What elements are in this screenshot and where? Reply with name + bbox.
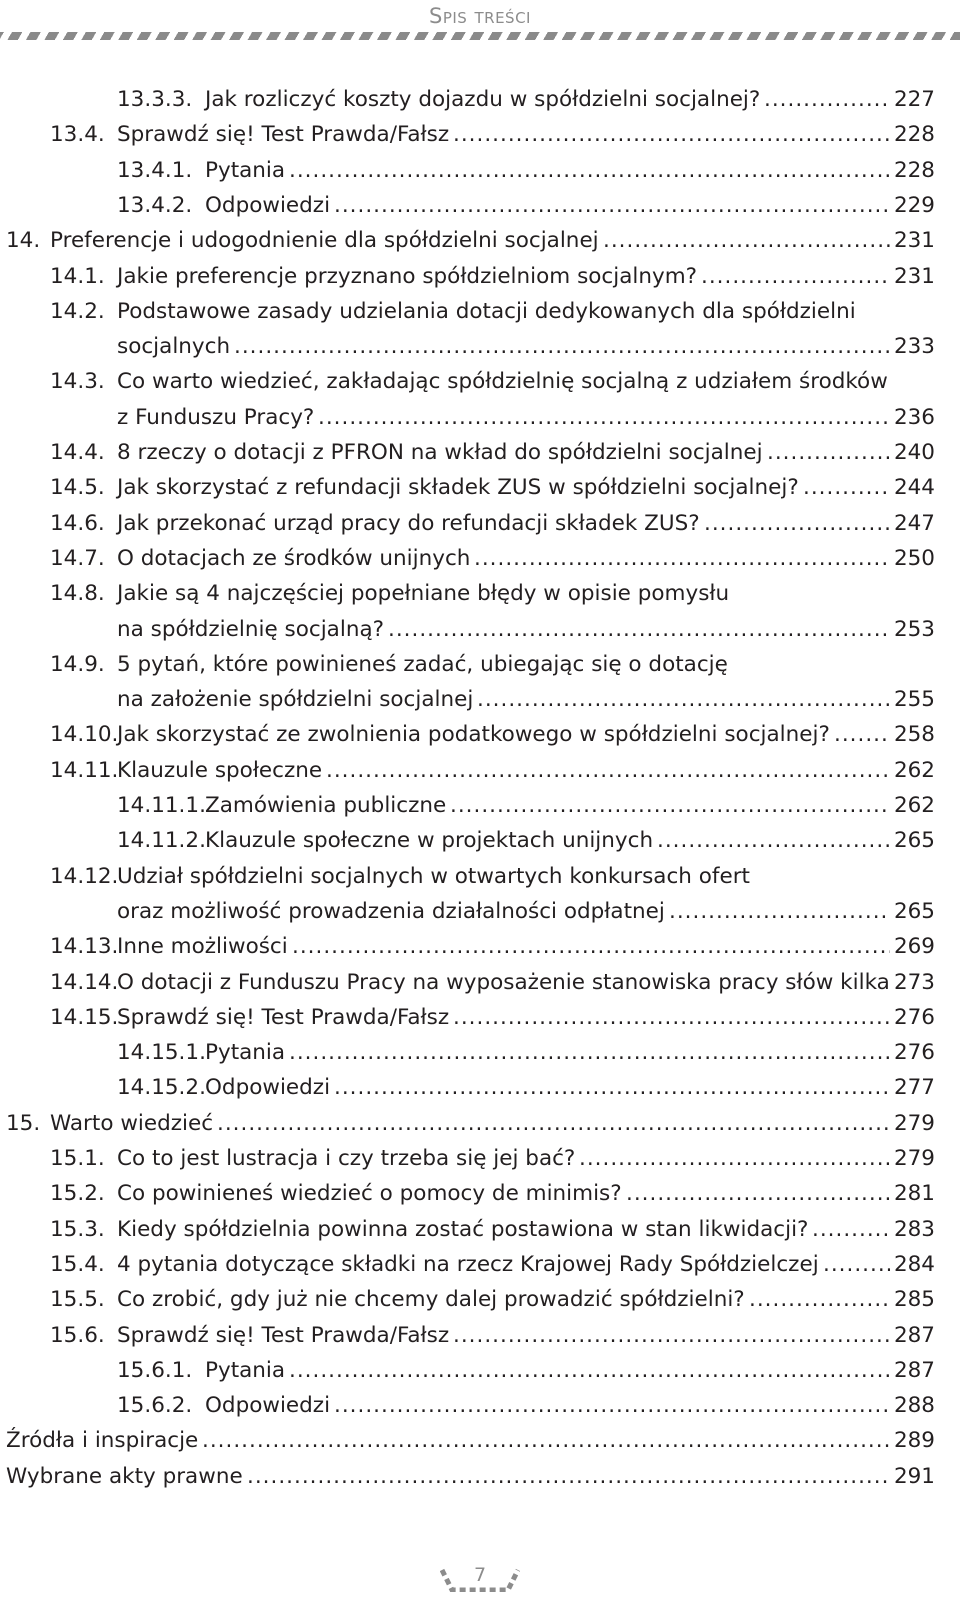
toc-entry-page: 262 — [893, 757, 935, 783]
toc-dot-leader — [579, 1142, 890, 1176]
toc-dot-leader — [453, 118, 890, 152]
toc-entry[interactable] — [0, 83, 935, 117]
toc-entry-number: 13.4.1. — [117, 157, 193, 183]
toc-entry-title: Warto wiedzieć — [50, 1110, 214, 1136]
toc-dot-leader — [217, 1107, 890, 1141]
toc-entry[interactable] — [0, 860, 935, 894]
toc-entry[interactable] — [0, 295, 935, 329]
toc-entry[interactable] — [0, 1213, 935, 1247]
toc-entry-page: 253 — [893, 616, 935, 642]
toc-entry-title-continuation: z Funduszu Pracy? — [117, 404, 315, 430]
toc-entry-number: 15.5. — [50, 1287, 105, 1313]
toc-dot-leader — [289, 154, 890, 188]
toc-entry-title: Klauzule społeczne — [117, 757, 323, 783]
toc-entry-title: Odpowiedzi — [205, 192, 331, 218]
toc-entry-number: 15.1. — [50, 1146, 105, 1171]
toc-entry-title: Jak skorzystać z refundacji składek ZUS w spółdzielni socjalnej? — [117, 475, 799, 501]
toc-entry-page: 279 — [893, 1110, 935, 1136]
toc-entry-title: Co warto wiedzieć, zakładając spółdzielnię socjalną z udziałem środków — [117, 369, 888, 395]
toc-entry-number: 14.6. — [50, 510, 105, 536]
toc-dot-leader — [603, 224, 890, 258]
toc-entry[interactable] — [0, 1283, 935, 1317]
toc-entry-number: 14.11.2. — [117, 828, 206, 854]
toc-entry-page: 281 — [893, 1181, 935, 1207]
toc-entry-page: 277 — [893, 1075, 935, 1101]
toc-entry[interactable] — [0, 1071, 935, 1105]
toc-entry-number: 15.2. — [50, 1181, 105, 1207]
toc-dot-leader — [450, 789, 890, 823]
toc-entry-page: 228 — [893, 122, 935, 148]
toc-entry-number: 14.4. — [50, 440, 105, 465]
toc-entry-number: 14.15.1. — [117, 1040, 206, 1066]
toc-entry-number: 14.15.2. — [117, 1075, 206, 1101]
toc-entry[interactable] — [0, 365, 935, 399]
toc-entry-continuation[interactable] — [0, 683, 935, 717]
toc-dot-leader — [289, 1036, 890, 1070]
toc-entry[interactable] — [0, 1001, 935, 1035]
toc-entry-title: Podstawowe zasady udzielania dotacji dedykowanych dla spółdzielni — [117, 298, 856, 324]
toc-entry-title: Co powinieneś wiedzieć o pomocy de minimis? — [117, 1181, 622, 1207]
toc-entry[interactable] — [0, 577, 935, 611]
toc-entry-page: 279 — [893, 1146, 935, 1171]
toc-entry-number: 14.15. — [50, 1004, 119, 1030]
toc-entry[interactable] — [0, 966, 935, 1000]
toc-dot-leader — [749, 1283, 890, 1317]
toc-entry-continuation[interactable] — [0, 401, 935, 435]
toc-entry-number: 13.4.2. — [117, 192, 193, 218]
toc-entry-title: Jak przekonać urząd pracy do refundacji składek ZUS? — [117, 510, 700, 536]
toc-entry-title: O dotacjach ze środków unijnych — [117, 545, 471, 571]
header-dashed-rule — [0, 32, 960, 40]
toc-entry-number: 14. — [6, 228, 41, 254]
toc-entry[interactable] — [0, 1107, 935, 1141]
toc-entry[interactable] — [0, 1354, 935, 1388]
toc-entry-page: 265 — [893, 898, 935, 924]
toc-entry-number: 14.7. — [50, 545, 105, 571]
toc-entry-title: Pytania — [205, 1040, 286, 1066]
toc-entry-page: 276 — [893, 1004, 935, 1030]
toc-entry-continuation[interactable] — [0, 895, 935, 929]
toc-entry-number: 14.10. — [50, 722, 119, 748]
toc-entry[interactable] — [0, 648, 935, 682]
toc-entry-number: 14.9. — [50, 651, 105, 677]
toc-dot-leader — [803, 471, 890, 505]
toc-entry-page: 287 — [893, 1322, 935, 1348]
toc-dot-leader — [474, 542, 890, 576]
toc-entry-page: 284 — [893, 1251, 935, 1277]
toc-dot-leader — [704, 507, 890, 541]
toc-entry[interactable] — [0, 542, 935, 576]
toc-entry-title-continuation: na spółdzielnię socjalną? — [117, 616, 385, 642]
toc-entry-title: Zamówienia publiczne — [205, 793, 447, 818]
toc-dot-leader — [289, 1354, 890, 1388]
toc-dot-leader — [669, 895, 890, 929]
toc-entry-number: 14.8. — [50, 581, 105, 607]
toc-entry[interactable] — [0, 1319, 935, 1353]
toc-entry-title: Odpowiedzi — [205, 1393, 331, 1419]
toc-entry[interactable] — [0, 224, 935, 258]
toc-entry-title-continuation: na założenie spółdzielni socjalnej — [117, 687, 474, 713]
toc-entry[interactable] — [0, 1460, 935, 1494]
toc-entry-page: 244 — [893, 475, 935, 501]
toc-entry[interactable] — [0, 436, 935, 470]
toc-entry[interactable] — [0, 1142, 935, 1176]
toc-entry-page: 285 — [893, 1287, 935, 1313]
toc-dot-leader — [701, 260, 890, 294]
toc-entry-title: Jak skorzystać ze zwolnienia podatkowego w spółdzielni socjalnej? — [117, 722, 830, 748]
toc-entry-title: Sprawdź się! Test Prawda/Fałsz — [117, 1004, 450, 1030]
toc-entry-page: 258 — [893, 722, 935, 748]
toc-entry-number: 15.6.2. — [117, 1393, 193, 1419]
toc-entry-page: 287 — [893, 1357, 935, 1383]
toc-entry-continuation[interactable] — [0, 613, 935, 647]
toc-entry-number: 14.13. — [50, 934, 119, 960]
toc-entry-title: O dotacji z Funduszu Pracy na wyposażenie stanowiska pracy słów kilka — [117, 969, 890, 995]
toc-entry-title: Kiedy spółdzielnia powinna zostać postawiona w stan likwidacji? — [117, 1216, 809, 1242]
toc-entry-page: 227 — [893, 87, 935, 112]
toc-entry-page: 291 — [893, 1463, 935, 1489]
toc-entry-number: 15. — [6, 1110, 41, 1136]
toc-entry-title: 8 rzeczy o dotacji z PFRON na wkład do spółdzielni socjalnej — [117, 440, 763, 465]
toc-entry-title: Jakie są 4 najczęściej popełniane błędy w opisie pomysłu — [117, 581, 730, 607]
toc-entry-page: 262 — [893, 793, 935, 818]
toc-entry-number: 14.3. — [50, 369, 105, 395]
toc-entry-page: 265 — [893, 828, 935, 854]
toc-dot-leader — [626, 1177, 890, 1211]
toc-entry-title: Wybrane akty prawne — [6, 1463, 243, 1489]
toc-entry-page: 236 — [893, 404, 935, 430]
toc-entry-page: 289 — [893, 1428, 935, 1454]
toc-entry-page: 276 — [893, 1040, 935, 1066]
toc-dot-leader — [318, 401, 890, 435]
toc-entry-number: 15.6.1. — [117, 1357, 193, 1383]
toc-entry[interactable] — [0, 789, 935, 823]
toc-entry-page: 228 — [893, 157, 935, 183]
toc-entry-number: 14.1. — [50, 263, 105, 289]
toc-entry[interactable] — [0, 718, 935, 752]
header-title: Spis treści — [429, 4, 531, 28]
toc-entry-title: Preferencje i udogodnienie dla spółdzielni socjalnej — [50, 228, 599, 254]
toc-dot-leader — [764, 83, 890, 117]
toc-dot-leader — [234, 330, 890, 364]
toc-entry-title: Odpowiedzi — [205, 1075, 331, 1101]
toc-dot-leader — [767, 436, 890, 470]
toc-entry-page: 240 — [893, 440, 935, 465]
toc-dot-leader — [812, 1213, 890, 1247]
toc-entry[interactable] — [0, 189, 935, 223]
toc-entry[interactable] — [0, 1424, 935, 1458]
toc-dot-leader — [388, 613, 890, 647]
toc-dot-leader — [453, 1001, 890, 1035]
toc-dot-leader — [202, 1424, 890, 1458]
toc-entry[interactable] — [0, 930, 935, 964]
toc-entry-page: 250 — [893, 545, 935, 571]
toc-entry-number: 14.14. — [50, 969, 119, 995]
toc-entry-number: 14.12. — [50, 863, 119, 889]
toc-entry[interactable] — [0, 1036, 935, 1070]
toc-entry-page: 247 — [893, 510, 935, 536]
toc-entry-number: 14.5. — [50, 475, 105, 501]
toc-entry[interactable] — [0, 154, 935, 188]
toc-entry[interactable] — [0, 1248, 935, 1282]
toc-entry-page: 255 — [893, 687, 935, 713]
toc-entry-title-continuation: oraz możliwość prowadzenia działalności odpłatnej — [117, 898, 665, 924]
toc-dot-leader — [834, 718, 890, 752]
toc-entry-number: 15.6. — [50, 1322, 105, 1348]
running-header — [0, 0, 960, 34]
toc-entry-number: 15.3. — [50, 1216, 105, 1242]
toc-entry-page: 283 — [893, 1216, 935, 1242]
toc-dot-leader — [334, 189, 890, 223]
toc-entry-page: 269 — [893, 934, 935, 960]
toc-entry[interactable] — [0, 118, 935, 152]
toc-dot-leader — [477, 683, 890, 717]
toc-entry-title: Źródła i inspiracje — [6, 1428, 199, 1454]
toc-entry-number: 13.3.3. — [117, 87, 193, 112]
toc-entry-title: Co to jest lustracja i czy trzeba się jej bać? — [117, 1146, 576, 1171]
toc-dot-leader — [334, 1389, 890, 1423]
toc-dot-leader — [823, 1248, 890, 1282]
toc-entry[interactable] — [0, 824, 935, 858]
toc-entry-title: Sprawdź się! Test Prawda/Fałsz — [117, 1322, 450, 1348]
toc-entry[interactable] — [0, 507, 935, 541]
toc-entry[interactable] — [0, 260, 935, 294]
toc-dot-leader — [334, 1071, 890, 1105]
toc-dot-leader — [657, 824, 890, 858]
toc-entry-title: Pytania — [205, 157, 286, 183]
toc-entry-title: 4 pytania dotyczące składki na rzecz Krajowej Rady Spółdzielczej — [117, 1251, 819, 1277]
toc-entry[interactable] — [0, 1177, 935, 1211]
toc-entry-number: 14.11.1. — [117, 793, 206, 818]
toc-entry-page: 231 — [893, 228, 935, 254]
toc-dot-leader — [292, 930, 890, 964]
toc-entry-title: Jak rozliczyć koszty dojazdu w spółdzielni socjalnej? — [205, 87, 761, 112]
toc-entry[interactable] — [0, 1389, 935, 1423]
toc-entry-title: Udział spółdzielni socjalnych w otwartych konkursach ofert — [117, 863, 750, 889]
page-footer — [0, 1560, 960, 1600]
toc-entry-page: 288 — [893, 1393, 935, 1419]
toc-entry-number: 13.4. — [50, 122, 105, 148]
toc-entry-title: Klauzule społeczne w projektach unijnych — [205, 828, 654, 854]
toc-dot-leader — [326, 754, 890, 788]
toc-entry[interactable] — [0, 471, 935, 505]
toc-entry-number: 14.2. — [50, 298, 105, 324]
toc-entry-title: Inne możliwości — [117, 934, 288, 960]
toc-dot-leader — [453, 1319, 890, 1353]
toc-entry-title: Co zrobić, gdy już nie chcemy dalej prowadzić spółdzielni? — [117, 1287, 745, 1313]
toc-entry-page: 229 — [893, 192, 935, 218]
toc-entry-title-continuation: socjalnych — [117, 334, 231, 360]
toc-entry-title: Jakie preferencje przyznano spółdzielniom socjalnym? — [117, 263, 698, 289]
toc-entry-number: 14.11. — [50, 757, 119, 783]
toc-entry-title: Pytania — [205, 1357, 286, 1383]
toc-entry-title: 5 pytań, które powinieneś zadać, ubiegając się o dotację — [117, 651, 728, 677]
page-number: 7 — [473, 1564, 487, 1586]
toc-entry-title: Sprawdź się! Test Prawda/Fałsz — [117, 122, 450, 148]
toc-entry-page: 273 — [893, 969, 935, 995]
toc-entry[interactable] — [0, 754, 935, 788]
toc-entry-page: 231 — [893, 263, 935, 289]
toc-entry-number: 15.4. — [50, 1251, 105, 1277]
toc-dot-leader — [247, 1460, 890, 1494]
toc-entry-page: 233 — [893, 334, 935, 360]
toc-entry-continuation[interactable] — [0, 330, 935, 364]
